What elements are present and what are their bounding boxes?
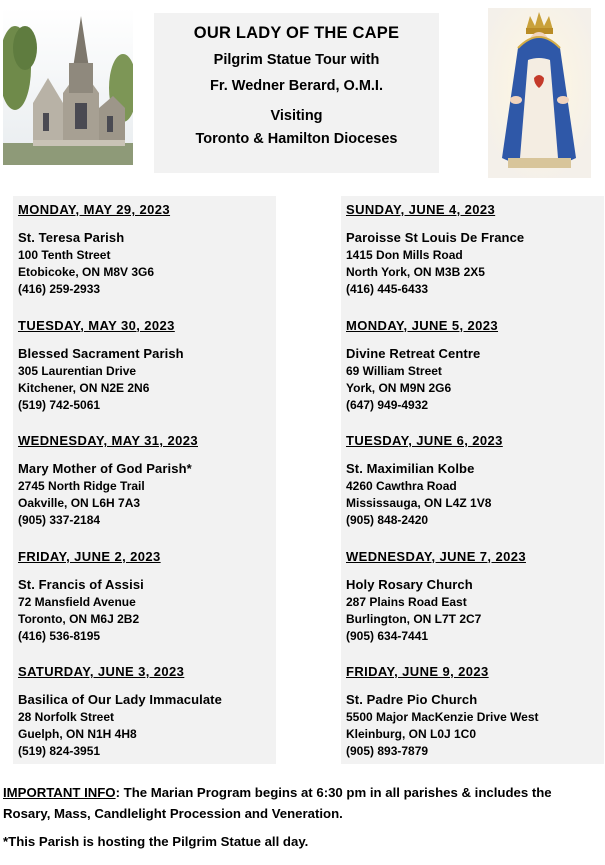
parish-address: 305 Laurentian Drive [18,363,137,378]
priest-name: Fr. Wedner Berard, O.M.I. [210,78,383,94]
parish-phone: (647) 949-4932 [346,397,429,412]
parish-city: Toronto, ON M6J 2B2 [18,611,140,626]
parish-phone: (416) 259-2933 [18,282,101,296]
parish-phone: (905) 337-2184 [18,513,101,527]
event-entry [18,202,276,318]
important-info-text: : The Marian Program begins at 6:30 pm in all parishes & includes the Rosary, Mass, Candlelight Procession and Veneration. [3,785,552,821]
statue-image [488,8,591,178]
event-date: MONDAY, MAY 29, 2023 [18,202,171,217]
event-entry [18,664,276,780]
parish-phone: (519) 742-5061 [18,397,101,412]
parish-name: St. Francis of Assisi [18,576,144,592]
event-entry [346,318,604,434]
event-date: TUESDAY, MAY 30, 2023 [18,317,175,333]
parish-city: Guelph, ON N1H 4H8 [18,727,137,741]
parish-city: Burlington, ON L7T 2C7 [346,611,482,626]
tour-title: OUR LADY OF THE CAPE [193,24,400,42]
event-entry [18,549,276,665]
visiting-label: Visiting [270,108,323,124]
parish-name: Holy Rosary Church [346,576,473,592]
parish-phone: (519) 824-3951 [18,744,101,758]
parish-phone: (905) 893-7879 [346,744,429,758]
parish-address: 2745 North Ridge Trail [18,479,145,493]
event-entry [18,318,276,434]
event-date: MONDAY, JUNE 5, 2023 [346,317,499,333]
parish-name: Mary Mother of God Parish* [18,461,192,476]
parish-address: 69 William Street [346,363,442,378]
event-entry [346,202,604,318]
event-entry [18,433,276,549]
parish-address: 1415 Don Mills Road [346,248,463,262]
event-entry [346,433,604,549]
parish-address: 28 Norfolk Street [18,710,115,724]
event-date: WEDNESDAY, JUNE 7, 2023 [346,548,526,564]
parish-phone: (905) 848-2420 [346,513,429,527]
parish-address: 4260 Cawthra Road [346,479,457,493]
event-date: SATURDAY, JUNE 3, 2023 [18,664,185,679]
parish-phone: (416) 536-8195 [18,628,101,643]
parish-city: North York, ON M3B 2X5 [346,265,485,279]
parish-address: 100 Tenth Street [18,248,111,262]
important-info [3,782,598,824]
event-date: SUNDAY, JUNE 4, 2023 [346,202,496,217]
event-date: FRIDAY, JUNE 2, 2023 [18,548,161,564]
parish-name: Divine Retreat Centre [346,345,481,361]
parish-name: St. Padre Pio Church [346,692,478,707]
parish-city: Mississauga, ON L4Z 1V8 [346,496,492,510]
parish-name: St. Maximilian Kolbe [346,461,475,476]
event-entry [346,664,604,780]
schedule-column-right [341,196,604,764]
tour-subtitle: Pilgrim Statue Tour with [213,52,380,68]
parish-city: Kitchener, ON N2E 2N6 [18,380,150,395]
parish-address: 5500 Major MacKenzie Drive West [346,710,539,724]
parish-phone: (905) 634-7441 [346,628,429,643]
title-box [154,13,439,173]
event-date: TUESDAY, JUNE 6, 2023 [346,433,503,448]
parish-city: Etobicoke, ON M8V 3G6 [18,265,155,279]
parish-city: Oakville, ON L6H 7A3 [18,496,141,510]
parish-phone: (416) 445-6433 [346,282,429,296]
parish-city: Kleinburg, ON L0J 1C0 [346,727,477,741]
parish-name: Paroisse St Louis De France [346,230,525,245]
parish-address: 72 Mansfield Avenue [18,594,136,609]
parish-city: York, ON M9N 2G6 [346,380,452,395]
parish-address: 287 Plains Road East [346,594,467,609]
important-info-label: IMPORTANT INFO [3,785,116,800]
parish-name: Basilica of Our Lady Immaculate [18,692,222,707]
footnote: *This Parish is hosting the Pilgrim Statue all day. [3,834,309,849]
schedule-column-left [13,196,276,764]
event-date: WEDNESDAY, MAY 31, 2023 [18,433,198,448]
event-entry [346,549,604,665]
event-date: FRIDAY, JUNE 9, 2023 [346,664,489,679]
parish-name: St. Teresa Parish [18,230,125,245]
basilica-image [3,8,133,165]
dioceses-label: Toronto & Hamilton Dioceses [195,131,398,147]
parish-name: Blessed Sacrament Parish [18,345,184,361]
